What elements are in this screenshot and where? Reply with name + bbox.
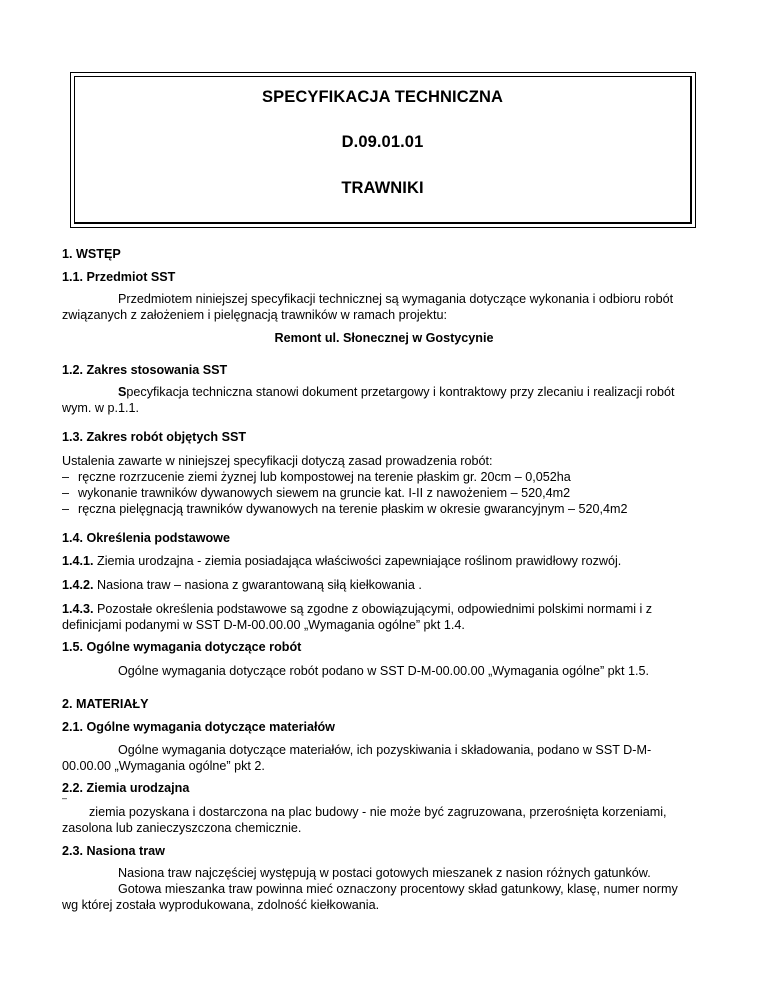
list-dash: –	[62, 486, 70, 500]
section-1-2-para-line1-text: pecyfikacja techniczna stanowi dokument przetargowy i kontraktowy przy zlecaniu i realizacji robót	[126, 385, 675, 399]
section-2-3-para2-line1: Gotowa mieszanka traw powinna mieć oznaczony procentowy skład gatunkowy, klasę, numer normy	[118, 882, 678, 896]
list-item	[62, 501, 628, 517]
definition-number: 1.4.2.	[62, 578, 94, 592]
document-title: SPECYFIKACJA TECHNICZNA	[262, 88, 503, 106]
list-item	[62, 469, 571, 485]
definition-1-4-1	[62, 553, 621, 569]
section-2-3-heading: 2.3. Nasiona traw	[62, 844, 165, 858]
list-dash: –	[62, 502, 70, 516]
section-2-1-para-line1: Ogólne wymagania dotyczące materiałów, ich pozyskiwania i składowania, podano w SST D-M-	[118, 743, 652, 757]
definition-1-4-2	[62, 577, 422, 593]
section-1-5-para: Ogólne wymagania dotyczące robót podano w SST D-M-00.00.00 „Wymagania ogólne” pkt 1.5.	[118, 664, 649, 678]
title-box-inner-border	[74, 76, 692, 224]
definition-number: 1.4.1.	[62, 554, 94, 568]
drop-letter: S	[118, 385, 127, 399]
definition-text: Ziemia urodzajna - ziemia posiadająca właściwości zapewniające roślinom prawidłowy rozwój.	[93, 554, 622, 568]
section-1-3-heading: 1.3. Zakres robót objętych SST	[62, 430, 247, 444]
section-1-4-heading: 1.4. Określenia podstawowe	[62, 531, 230, 545]
section-1-1-para-line1: Przedmiotem niniejszej specyfikacji technicznej są wymagania dotyczące wykonania i odbioru robót	[118, 292, 674, 306]
list-dash: –	[62, 470, 70, 484]
section-2-heading: 2. MATERIAŁY	[62, 697, 149, 711]
section-2-1-heading: 2.1. Ogólne wymagania dotyczące materiałów	[62, 720, 335, 734]
section-1-2-para-line2: wym. w p.1.1.	[62, 401, 139, 415]
definition-1-4-3	[62, 601, 652, 617]
section-1-5-heading: 1.5. Ogólne wymagania dotyczące robót	[62, 640, 302, 654]
section-2-1-para-line2: 00.00.00 „Wymagania ogólne” pkt 2.	[62, 759, 265, 773]
section-1-2-heading: 1.2. Zakres stosowania SST	[62, 363, 228, 377]
section-1-3-intro: Ustalenia zawarte w niniejszej specyfikacji dotyczą zasad prowadzenia robót:	[62, 454, 493, 468]
section-1-2-para-line1	[118, 384, 675, 400]
section-1-1-para-line2: związanych z założeniem i pielęgnacją trawników w ramach projektu:	[62, 308, 447, 322]
document-subject: TRAWNIKI	[341, 179, 424, 197]
list-item-text: ręczne rozrzucenie ziemi żyznej lub kompostowej na terenie płaskim gr. 20cm – 0,052ha	[78, 470, 571, 484]
definition-text: Pozostałe określenia podstawowe są zgodne z obowiązującymi, odpowiednimi polskimi normami i z	[93, 602, 653, 616]
title-box	[70, 72, 696, 228]
section-2-2-para-line2: zasolona lub zanieczyszczona chemicznie.	[62, 821, 302, 835]
definition-text: Nasiona traw – nasiona z gwarantowaną siłą kiełkowania .	[93, 578, 422, 592]
definition-1-4-3-line2: definicjami podanymi w SST D-M-00.00.00 „Wymagania ogólne” pkt 1.4.	[62, 618, 465, 632]
bullet-dash: –	[62, 793, 68, 803]
list-item-text: ręczna pielęgnacją trawników dywanowych na terenie płaskim w okresie gwarancyjnym – 520,4m2	[78, 502, 628, 516]
section-2-2-para-line1: ziemia pozyskana i dostarczona na plac budowy - nie może być zagruzowana, przerośnięta korzeniami,	[89, 805, 667, 819]
project-name: Remont ul. Słonecznej w Gostycynie	[274, 331, 494, 345]
section-1-heading: 1. WSTĘP	[62, 247, 121, 261]
definition-number: 1.4.3.	[62, 602, 94, 616]
document-code: D.09.01.01	[341, 133, 424, 151]
list-item-text: wykonanie trawników dywanowych siewem na gruncie kat. I-II z nawożeniem – 520,4m2	[78, 486, 571, 500]
list-item	[62, 485, 570, 501]
section-2-2-heading: 2.2. Ziemia urodzajna	[62, 781, 190, 795]
section-1-1-heading: 1.1. Przedmiot SST	[62, 270, 176, 284]
section-2-3-para1: Nasiona traw najczęściej występują w postaci gotowych mieszanek z nasion różnych gatunków.	[118, 866, 651, 880]
section-2-3-para2-line2: wg której została wyprodukowana, zdolność kiełkowania.	[62, 898, 380, 912]
